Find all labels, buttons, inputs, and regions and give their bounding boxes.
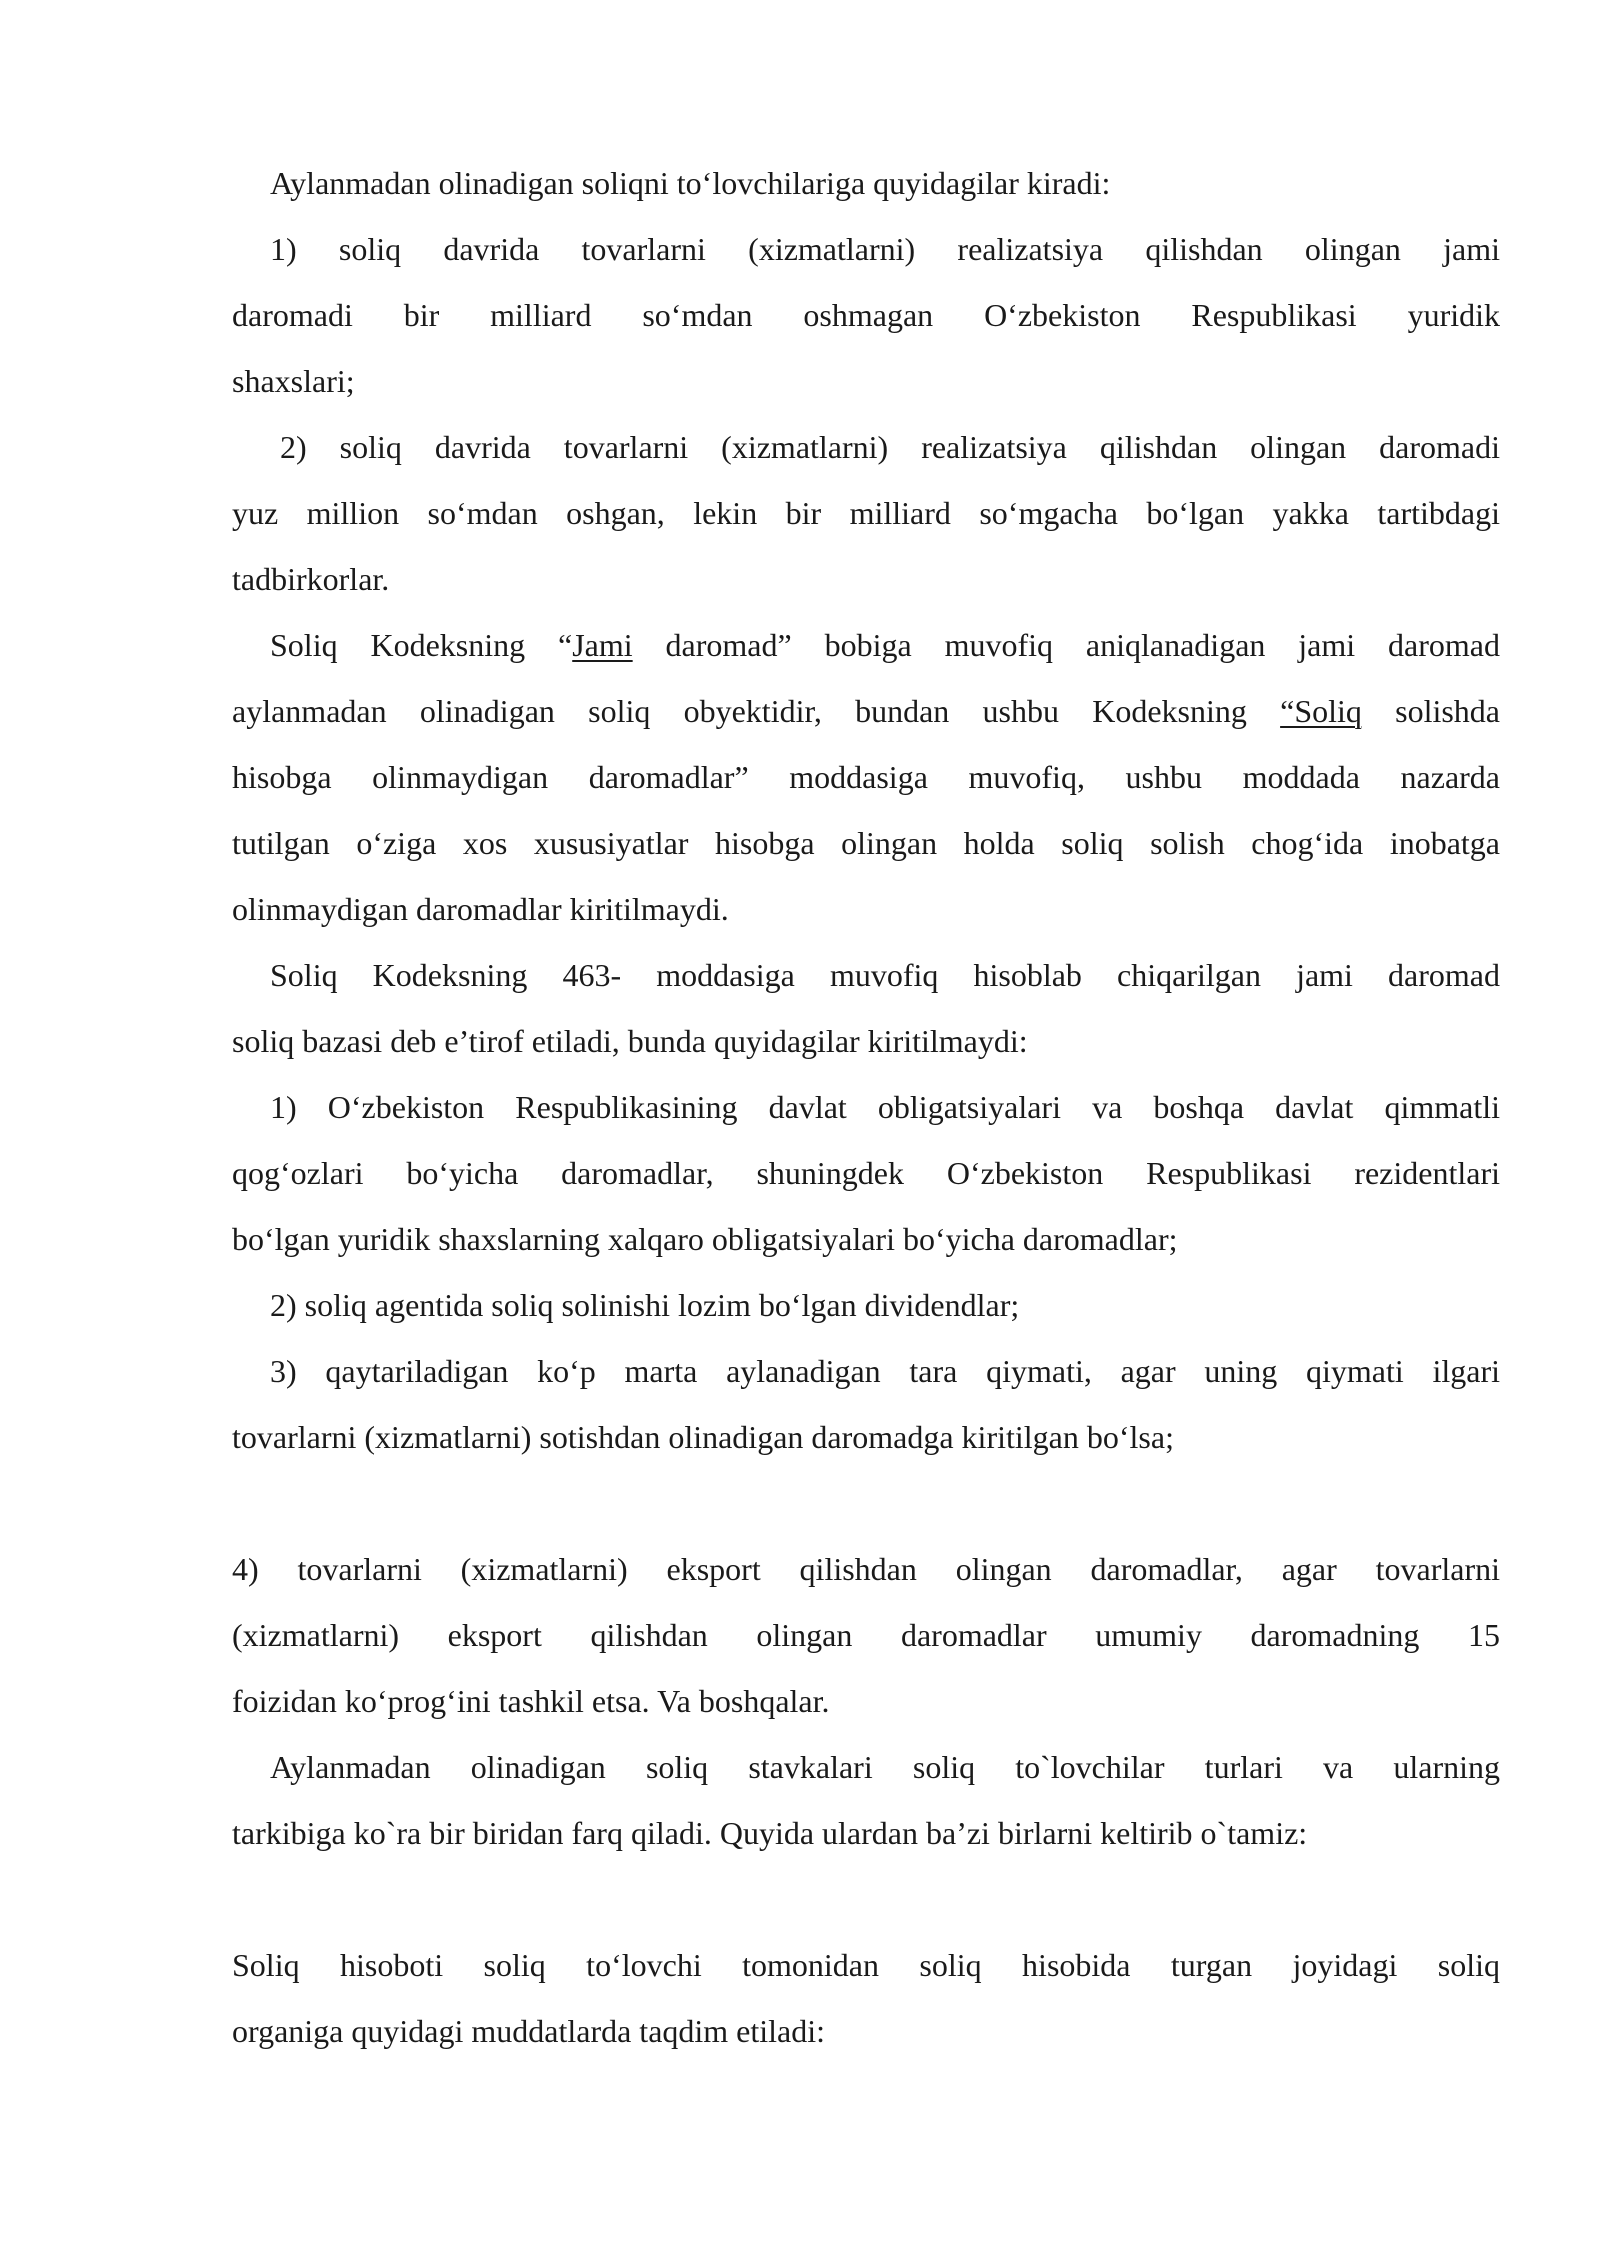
text-line: Soliq Kodeksning “Jami daromad” bobiga muvofiq aniqlanadigan jami daromad: [270, 627, 1500, 663]
text-line: tarkibiga ko`ra bir biridan farq qiladi. Quyida ulardan ba’zi birlarni keltirib o`tamiz:: [232, 1815, 1308, 1851]
document-body: [232, 150, 1500, 2064]
text-line: qog‘ozlari bo‘yicha daromadlar, shuningdek O‘zbekiston Respublikasi rezidentlari: [232, 1155, 1500, 1191]
text-line: 2) soliq agentida soliq solinishi lozim bo‘lgan dividendlar;: [270, 1287, 1020, 1323]
text-line: Aylanmadan olinadigan soliq stavkalari soliq to`lovchilar turlari va ularning: [270, 1749, 1500, 1785]
paragraph-tax-object: [232, 612, 1500, 942]
paragraph-exclusion-tare: [232, 1338, 1500, 1470]
paragraph-exclusion-bonds: [232, 1074, 1500, 1272]
text-line: aylanmadan olinadigan soliq obyektidir, bundan ushbu Kodeksning “Soliq solishda: [232, 693, 1501, 729]
blank-line: [232, 1866, 1500, 1932]
text-line: 1) O‘zbekiston Respublikasining davlat obligatsiyalari va boshqa davlat qimmatli: [270, 1089, 1500, 1125]
paragraph-exclusion-dividends: [232, 1272, 1500, 1338]
text-line: daromadi bir milliard so‘mdan oshmagan O‘zbekiston Respublikasi yuridik: [232, 297, 1500, 333]
text-line: (xizmatlarni) eksport qilishdan olingan daromadlar umumiy daromadning 15: [232, 1617, 1500, 1653]
paragraph-payers-intro: [232, 150, 1500, 216]
blank-line: [232, 1470, 1500, 1536]
soliq-link[interactable]: “Soliq: [1280, 693, 1362, 729]
text-line: tovarlarni (xizmatlarni) sotishdan olinadigan daromadga kiritilgan bo‘lsa;: [232, 1419, 1174, 1455]
jami-link[interactable]: Jami: [572, 627, 633, 663]
text-line: tadbirkorlar.: [232, 561, 390, 597]
text-line: bo‘lgan yuridik shaxslarning xalqaro obligatsiyalari bo‘yicha daromadlar;: [232, 1221, 1178, 1257]
text-line: 1) soliq davrida tovarlarni (xizmatlarni) realizatsiya qilishdan olingan jami: [270, 231, 1500, 267]
text-line: 4) tovarlarni (xizmatlarni) eksport qilishdan olingan daromadlar, agar tovarlarni: [232, 1551, 1500, 1587]
text-line: soliq bazasi deb e’tirof etiladi, bunda quyidagilar kiritilmaydi:: [232, 1023, 1028, 1059]
paragraph-tax-base: [232, 942, 1500, 1074]
text-line: tutilgan o‘ziga xos xususiyatlar hisobga olingan holda soliq solish chog‘ida inobatga: [232, 825, 1500, 861]
text-line: 3) qaytariladigan ko‘p marta aylanadigan tara qiymati, agar uning qiymati ilgari: [270, 1353, 1500, 1389]
text-line: 2) soliq davrida tovarlarni (xizmatlarni) realizatsiya qilishdan olingan daromadi: [280, 429, 1500, 465]
text-line: yuz million so‘mdan oshgan, lekin bir milliard so‘mgacha bo‘lgan yakka tartibdagi: [232, 495, 1500, 531]
text-line: organiga quyidagi muddatlarda taqdim etiladi:: [232, 2013, 826, 2049]
paragraph-exclusion-export: [232, 1536, 1500, 1734]
text-line: shaxslari;: [232, 363, 355, 399]
paragraph-item-legal-entities: [232, 216, 1500, 414]
paragraph-tax-rates: [232, 1734, 1500, 1866]
paragraph-item-entrepreneurs: [232, 414, 1500, 612]
text-line: foizidan ko‘prog‘ini tashkil etsa. Va boshqalar.: [232, 1683, 830, 1719]
text-line: Soliq hisoboti soliq to‘lovchi tomonidan soliq hisobida turgan joyidagi soliq: [232, 1947, 1500, 1983]
text-line: Soliq Kodeksning 463- moddasiga muvofiq hisoblab chiqarilgan jami daromad: [270, 957, 1500, 993]
paragraph-tax-report: [232, 1932, 1500, 2064]
text-line: hisobga olinmaydigan daromadlar” moddasiga muvofiq, ushbu moddada nazarda: [232, 759, 1500, 795]
text-line: Aylanmadan olinadigan soliqni to‘lovchilariga quyidagilar kiradi:: [270, 165, 1111, 201]
text-line: olinmaydigan daromadlar kiritilmaydi.: [232, 891, 729, 927]
